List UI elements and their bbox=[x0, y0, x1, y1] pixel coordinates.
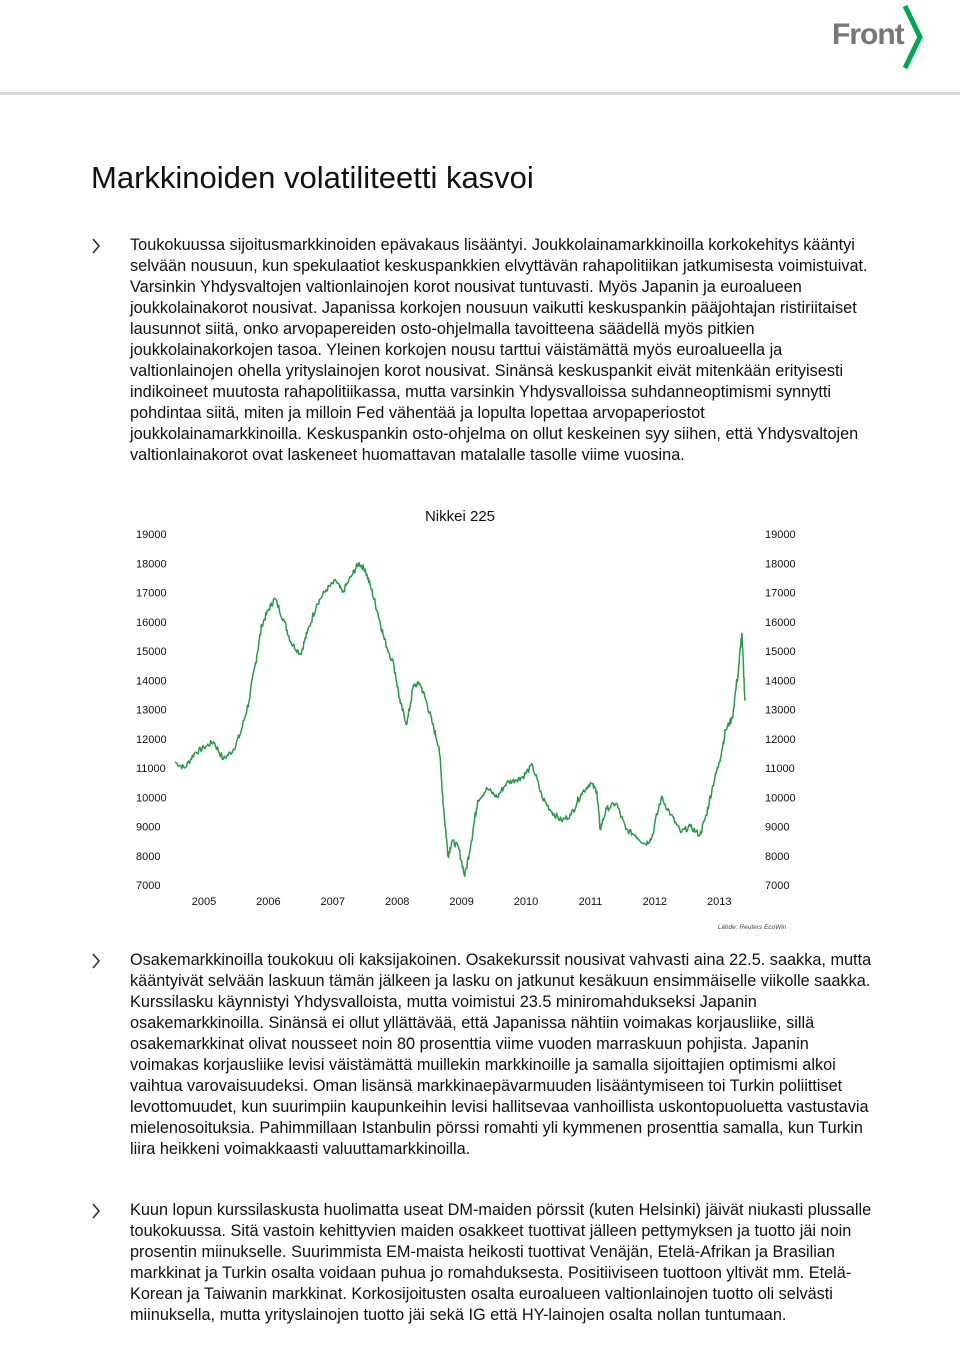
x-tick-label: 2005 bbox=[191, 896, 217, 908]
y-tick-label-right: 7000 bbox=[765, 880, 790, 892]
y-tick-label-right: 12000 bbox=[765, 733, 796, 746]
logo-chevron-icon bbox=[902, 4, 924, 70]
bullet-chevron-icon bbox=[90, 238, 102, 254]
x-tick-label: 2012 bbox=[642, 896, 668, 908]
paragraph-3: Kuun lopun kurssilaskusta huolimatta useat DM-maiden pörssit (kuten Helsinki) jäivät niukasti plussalle toukokuussa. Sitä vastoin kehittyvien maiden osakkeet tuottivat jälleen pettymyksen ja tuotto jäi noin prosentin miinukselle. Suurimmista EM-maista heikosti tuottivat Venäjän, Etelä-Afrikan ja Brasilian markkinat ja Turkin osalta voidaan puhua jo romahduksesta. Positiiviseen tuottoon yltivät mm. Etelä-Korean ja Taiwanin markkinat. Korkosijoitusten osalta euroalueen valtionlainojen tuotto oli selvästi miinuksella, mutta yrityslainojen tuotto jäi sekä IG että HY-lainojen osalta nollan tuntumaan. bbox=[130, 1201, 872, 1324]
y-tick-label-right: 19000 bbox=[765, 529, 796, 541]
y-tick-label-right: 13000 bbox=[765, 704, 796, 717]
y-tick-label-left: 8000 bbox=[136, 850, 161, 863]
y-tick-label-right: 9000 bbox=[765, 821, 790, 834]
y-tick-label-left: 17000 bbox=[136, 587, 167, 600]
y-tick-label-right: 18000 bbox=[765, 558, 796, 571]
y-tick-label-left: 16000 bbox=[136, 616, 167, 629]
x-tick-label: 2011 bbox=[578, 896, 603, 908]
y-tick-label-right: 17000 bbox=[765, 587, 796, 600]
x-tick-label: 2008 bbox=[384, 896, 410, 908]
y-tick-label-left: 18000 bbox=[136, 558, 167, 571]
y-tick-label-left: 13000 bbox=[136, 704, 167, 717]
y-tick-label-left: 7000 bbox=[136, 880, 161, 892]
header-divider bbox=[0, 92, 960, 95]
y-axis-right bbox=[765, 529, 796, 892]
nikkei-chart bbox=[100, 505, 820, 935]
chart-source: Lähde: Reuters EcoWin bbox=[717, 924, 787, 931]
y-tick-label-right: 14000 bbox=[765, 675, 796, 688]
chart-svg bbox=[100, 505, 820, 935]
plot-area bbox=[175, 563, 745, 876]
paragraph-2: Osakemarkkinoilla toukokuu oli kaksijakoinen. Osakekurssit nousivat vahvasti aina 22.5. saakka, mutta kääntyivät selvään laskuun tämän jälkeen ja lasku on jatkunut kesäkuun ensimmäiselle viikolle saakka. Kurssilasku käynnistyi Yhdysvalloista, mutta voimistui 23.5 miniromahdukseksi Japanin osakemarkkinoilla. Sinänsä ei ollut yllättävää, että Japanissa nähtiin voimakas korjausliike, sillä osakemarkkinat olivat nousseet noin 80 prosenttia viime vuoden marraskuun pohjista. Japanin voimakas korjausliike levisi väistämättä muillekin markkinoille ja samalla sijoittajien optimismi alkoi vaihtua varovaisuudeksi. Oman lisänsä markkinaepävarmuuden lisääntymiseen toi Turkin poliittiset levottomuudet, kun suurimpiin kaupunkeihin levisi hallitsevaa vanhoillista uskontopuoluetta vastustavia mielenosoituksia. Pahimmillaan Istanbulin pörssi romahti yli kymmenen prosenttia samalla, kun Turkin liira heikkeni voimakkaasti valuuttamarkkinoilla. bbox=[130, 951, 872, 1158]
x-tick-label: 2010 bbox=[513, 896, 539, 908]
logo-text: Front bbox=[832, 18, 904, 51]
chart-title: Nikkei 225 bbox=[424, 508, 496, 525]
y-tick-label-left: 19000 bbox=[136, 529, 167, 541]
y-tick-label-right: 15000 bbox=[765, 646, 796, 658]
y-tick-label-left: 11000 bbox=[136, 763, 166, 775]
y-axis-left bbox=[136, 529, 167, 892]
y-tick-label-right: 11000 bbox=[765, 763, 795, 775]
front-logo bbox=[832, 4, 942, 70]
x-axis bbox=[192, 896, 732, 908]
x-tick-label: 2006 bbox=[256, 896, 281, 908]
x-tick-label: 2013 bbox=[706, 896, 732, 908]
y-tick-label-right: 10000 bbox=[765, 792, 796, 805]
y-tick-label-right: 8000 bbox=[765, 850, 790, 863]
y-tick-label-right: 16000 bbox=[765, 616, 796, 629]
x-tick-label: 2009 bbox=[449, 896, 474, 908]
y-tick-label-left: 14000 bbox=[136, 675, 167, 688]
y-tick-label-left: 10000 bbox=[136, 792, 167, 805]
y-tick-label-left: 9000 bbox=[136, 821, 161, 834]
y-tick-label-left: 12000 bbox=[136, 733, 167, 746]
page-title: Markkinoiden volatiliteetti kasvoi bbox=[91, 160, 534, 195]
x-tick-label: 2007 bbox=[320, 896, 346, 908]
series-line bbox=[175, 563, 745, 876]
bullet-chevron-icon bbox=[90, 1203, 102, 1219]
y-tick-label-left: 15000 bbox=[136, 646, 167, 658]
bullet-chevron-icon bbox=[90, 953, 102, 969]
paragraph-1: Toukokuussa sijoitusmarkkinoiden epävakaus lisääntyi. Joukkolainamarkkinoilla korkokehitys kääntyi selvään nousuun, kun spekulaatiot keskuspankkien elvyttävän rahapolitiikan jatkumisesta voimistuivat. Varsinkin Yhdysvaltojen valtionlainojen korot nousivat tuntuvasti. Myös Japanin ja euroalueen joukkolainakorot nousivat. Japanissa korkojen nousuun vaikutti keskuspankin pääjohtajan ristiriitaiset lausunnot siitä, onko arvopapereiden osto-ohjelmalla tavoitteena säädellä myös pitkien joukkolainakorkojen tasoa. Yleinen korkojen nousu tarttui väistämättä myös euroalueella ja valtionlainojen ohella yrityslainojen korot nousivat. Sinänsä keskuspankit eivät mitenkään erityisesti indikoineet muutosta rahapolitiikassa, mutta varsinkin Yhdysvalloissa suhdanneoptimismi synnytti pohdintaa siitä, miten ja milloin Fed vähentää ja lopulta lopettaa arvopaperiostot joukkolainamarkkinoilla. Keskuspankin osto-ohjelma on ollut keskeinen syy siihen, että Yhdysvaltojen valtionlainakorot ovat laskeneet huomattavan matalalle tasolle viime vuosina. bbox=[130, 236, 868, 464]
